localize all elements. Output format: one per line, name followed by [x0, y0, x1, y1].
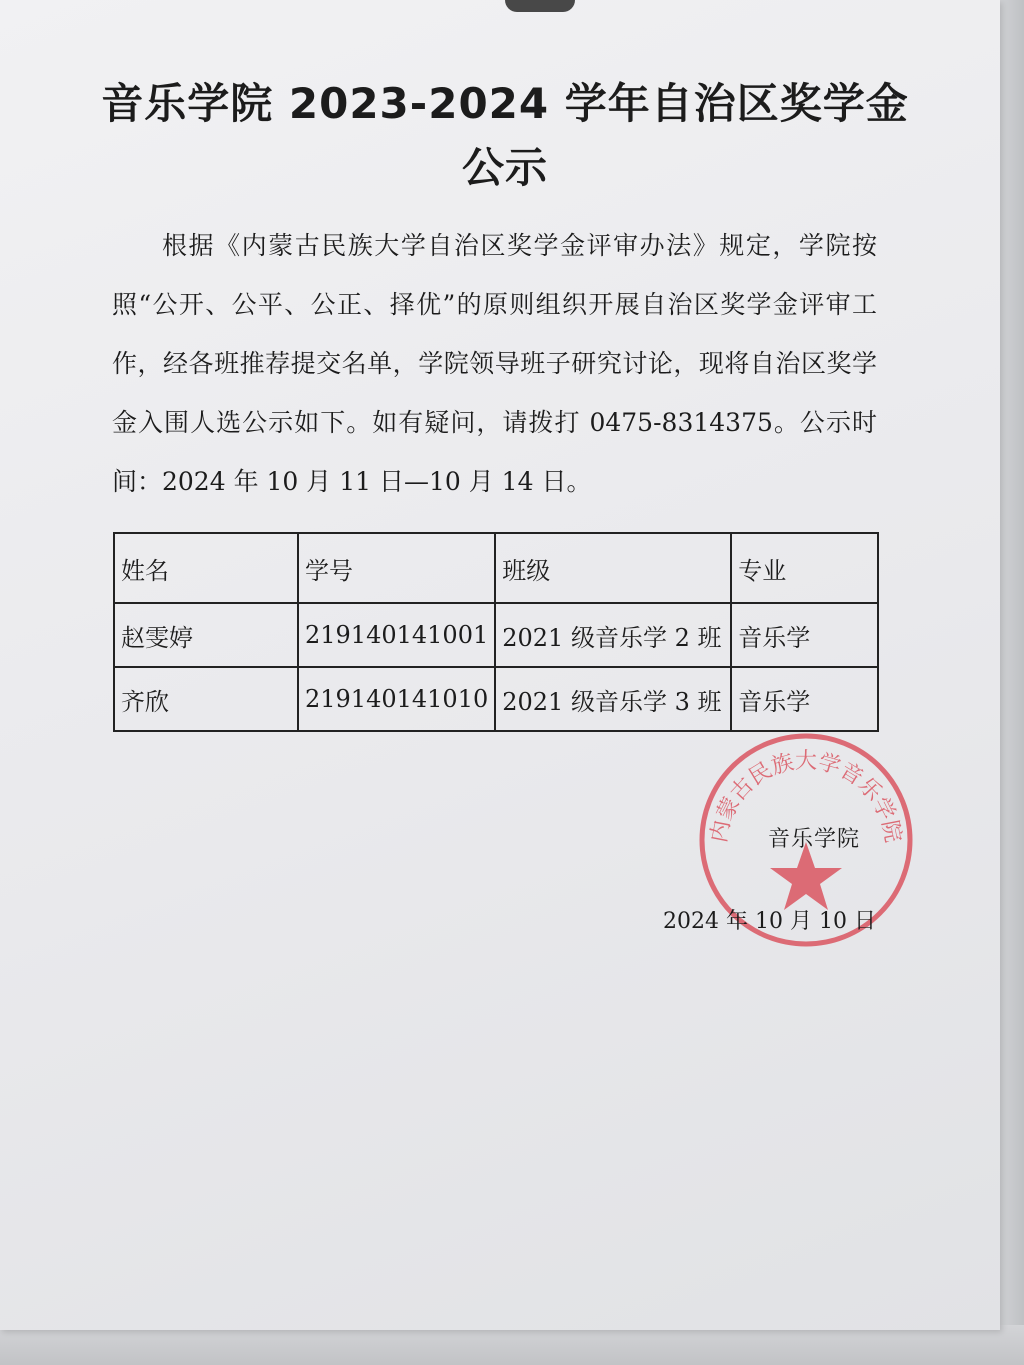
header-class: 班级 [495, 533, 731, 603]
cell-student-id: 219140141010 [298, 667, 495, 731]
cell-student-id: 219140141001 [298, 603, 495, 667]
notice-body [112, 216, 877, 511]
cell-name: 赵雯婷 [114, 603, 298, 667]
cell-major: 音乐学 [731, 667, 878, 731]
table-header-row [114, 533, 878, 603]
table-row [114, 667, 878, 731]
seal-text: 内蒙古民族大学音乐学院 [706, 749, 906, 845]
header-major: 专业 [731, 533, 878, 603]
header-name: 姓名 [114, 533, 298, 603]
body-paragraph: 根据《内蒙古民族大学自治区奖学金评审办法》规定，学院按照“公开、公平、公正、择优”的原则组织开展自治区奖学金评审工作，经各班推荐提交名单，学院领导班子研究讨论，现将自治区奖学金入围人选公示如下。如有疑问，请拨打 0475-8314375。公示时间：2024 年 10 月 11 日—10 月 14 日。 [112, 231, 877, 496]
notice-title [0, 72, 1010, 200]
signature-date: 2024 年 10 月 10 日 [663, 909, 876, 934]
table-row [114, 603, 878, 667]
cell-major: 音乐学 [731, 603, 878, 667]
background-bottom [0, 1325, 1024, 1365]
signature-org: 音乐学院 [768, 827, 861, 852]
clip-shadow [505, 0, 575, 12]
title-line-1: 音乐学院 2023-2024 学年自治区奖学金 [101, 79, 909, 128]
cell-class: 2021 级音乐学 2 班 [495, 603, 731, 667]
scholarship-table [113, 532, 879, 732]
header-student-id: 学号 [298, 533, 495, 603]
title-line-2: 公示 [461, 143, 548, 192]
cell-name: 齐欣 [114, 667, 298, 731]
cell-class: 2021 级音乐学 3 班 [495, 667, 731, 731]
